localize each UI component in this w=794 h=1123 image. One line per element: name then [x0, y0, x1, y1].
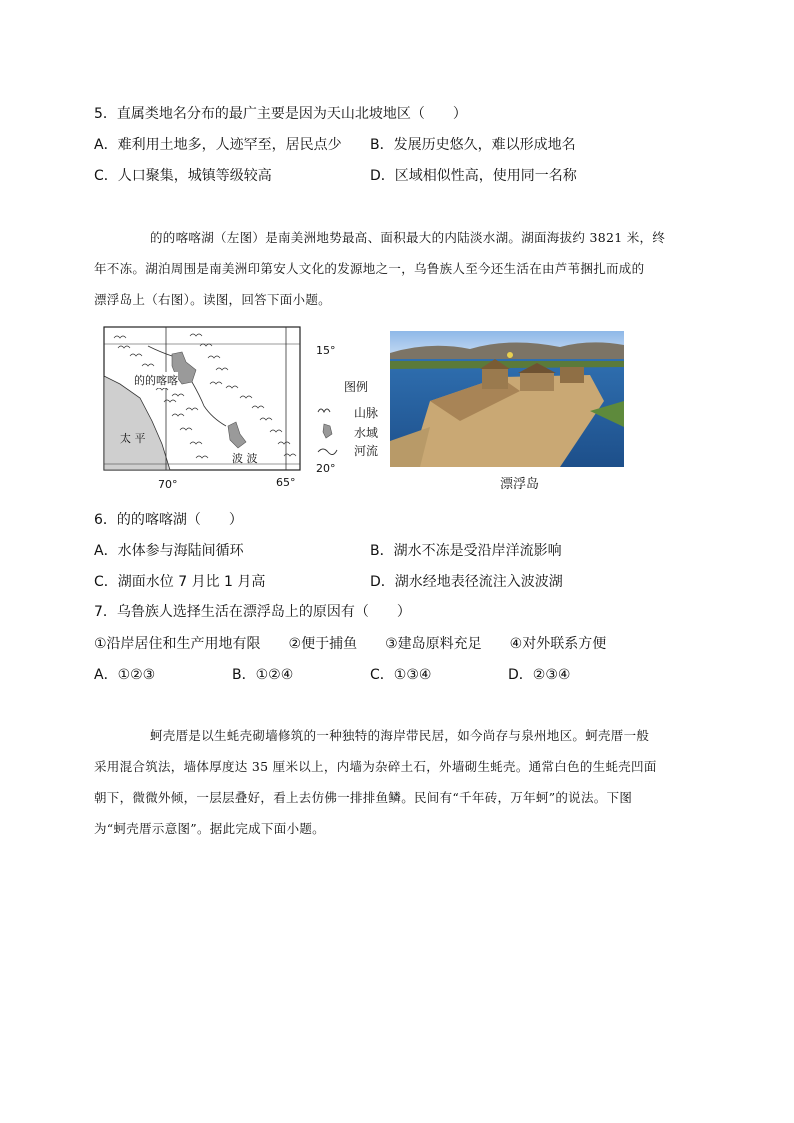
- legend-title: 图例: [344, 380, 369, 394]
- q5-option-b: B．发展历史悠久，难以形成地名: [370, 137, 576, 153]
- river-icon: [316, 446, 338, 456]
- q7-option-a: A．①②③: [94, 667, 156, 683]
- poopo-label: 波 波: [232, 452, 258, 465]
- q6-option-b: B．湖水不冻是受沿岸洋流影响: [370, 543, 562, 559]
- q6-option-a: A．水体参与海陆间循环: [94, 543, 244, 559]
- legend-label-mountain: 山脉: [354, 406, 379, 420]
- q7-items: ①沿岸居住和生产用地有限 ②便于捕鱼 ③建岛原料充足 ④对外联系方便: [94, 636, 607, 652]
- intro2-line-1: 蚵壳厝是以生蚝壳砌墙修筑的一种独特的海岸带民居，如今尚存与泉州地区。蚵壳厝一般: [150, 728, 650, 743]
- map-legend: [316, 378, 386, 458]
- q6-stem: 6．的的喀喀湖（ ）: [94, 512, 243, 528]
- q5-option-a: A．难利用土地多，人迹罕至，居民点少: [94, 137, 342, 153]
- legend-label-water: 水域: [354, 426, 379, 440]
- lake-map-figure: [100, 326, 340, 496]
- photo-caption: 漂浮岛: [500, 477, 540, 492]
- lat-20-label: 20°: [316, 462, 336, 475]
- titicaca-label: 的的喀喀: [134, 374, 178, 387]
- intro1-line-1: 的的喀喀湖（左图）是南美洲地势最高、面积最大的内陆淡水湖。湖面海拔约 3821 米，终: [150, 230, 666, 245]
- intro2-line-3: 朝下，微微外倾，一层层叠好，看上去仿佛一排排鱼鳞。民间有“千年砖，万年蚵”的说法。下图: [94, 790, 633, 805]
- intro1-line-2: 年不冻。湖泊周围是南美洲印第安人文化的发源地之一，乌鲁族人至今还生活在由芦苇捆扎而成的: [94, 261, 645, 276]
- water-icon: [320, 422, 336, 440]
- q7-option-c: C．①③④: [370, 667, 432, 683]
- lon-70-label: 70°: [158, 478, 178, 491]
- intro2-line-4: 为“蚵壳厝示意图”。据此完成下面小题。: [94, 821, 325, 836]
- q7-option-d: D．②③④: [508, 667, 571, 683]
- intro2-line-2: 采用混合筑法，墙体厚度达 35 厘米以上，内墙为杂碎土石，外墙砌生蚝壳。通常白色的生蚝壳凹面: [94, 759, 657, 774]
- q6-option-c: C．湖面水位 7 月比 1 月高: [94, 574, 266, 590]
- q5-stem: 5．直属类地名分布的最广主要是因为天山北坡地区（ ）: [94, 106, 467, 122]
- q5-option-d: D．区域相似性高，使用同一名称: [370, 168, 577, 184]
- lat-15-label: 15°: [316, 344, 336, 357]
- ocean-label: 太 平: [120, 432, 146, 445]
- q6-option-d: D．湖水经地表径流注入波波湖: [370, 574, 563, 590]
- mountain-icon: [316, 402, 336, 416]
- q7-stem: 7．乌鲁族人选择生活在漂浮岛上的原因有（ ）: [94, 604, 411, 620]
- lon-65-label: 65°: [276, 476, 296, 489]
- q7-option-b: B．①②④: [232, 667, 294, 683]
- q5-option-c: C．人口聚集，城镇等级较高: [94, 168, 272, 184]
- lake-map-svg: [100, 326, 340, 496]
- floating-island-photo: [390, 331, 624, 467]
- intro1-line-3: 漂浮岛上（右图）。读图，回答下面小题。: [94, 292, 331, 307]
- legend-label-river: 河流: [354, 444, 379, 458]
